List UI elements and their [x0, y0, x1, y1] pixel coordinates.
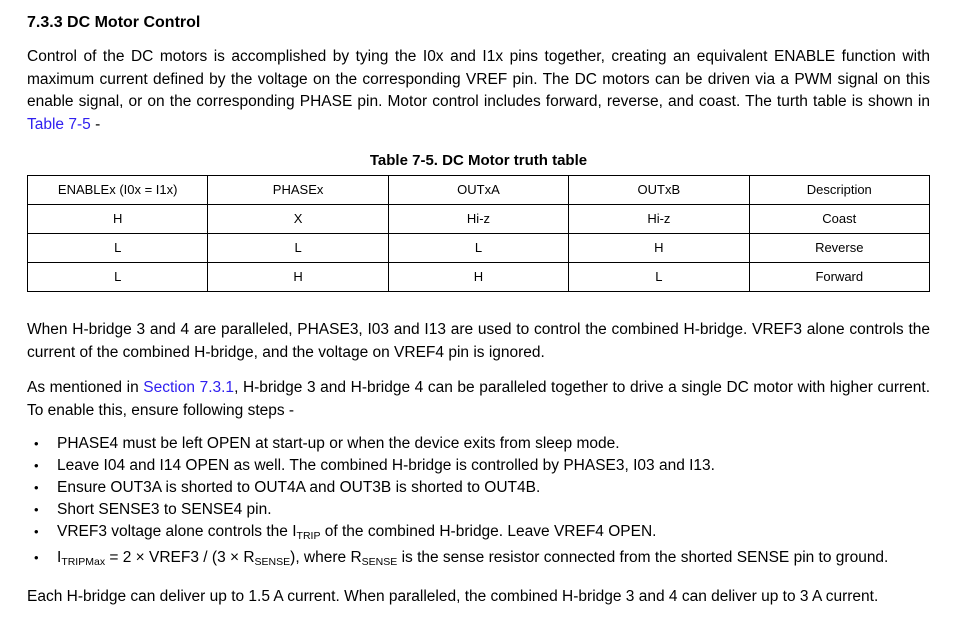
table-7-5-link[interactable]: Table 7-5 — [27, 115, 91, 133]
table-cell: H — [208, 263, 388, 292]
paragraph-text: , H-bridge 3 and H-bridge 4 can be paralleled together to drive a single DC motor with higher current. To enable this, ensure following steps - — [27, 379, 930, 419]
paragraph-text: - — [90, 115, 101, 133]
section-heading: 7.3.3 DC Motor Control — [27, 14, 201, 31]
list-item-text: I — [57, 549, 62, 566]
list-item-text: PHASE4 must be left OPEN at start-up or when the device exits from sleep mode. — [57, 435, 620, 452]
parallel-steps-list — [27, 433, 930, 573]
column-header-description: Description — [749, 176, 929, 205]
section-7-3-1-link[interactable]: Section 7.3.1 — [143, 379, 235, 396]
list-item-text: is the sense resistor connected from the shorted SENSE pin to ground. — [397, 549, 889, 566]
intro-paragraph — [27, 46, 930, 136]
dc-motor-truth-table — [27, 175, 930, 292]
table-cell: Hi-z — [569, 205, 749, 234]
list-item — [27, 521, 930, 547]
table-header-row — [28, 176, 930, 205]
list-item-text: = 2 × VREF3 / (3 × R — [105, 549, 255, 566]
subscript-text: TRIPMax — [61, 556, 106, 568]
column-header-outxb: OUTxB — [569, 176, 749, 205]
list-item-text: Short SENSE3 to SENSE4 pin. — [57, 501, 272, 518]
table-cell: Forward — [749, 263, 929, 292]
list-item — [27, 455, 930, 477]
table-cell: H — [388, 263, 568, 292]
column-header-enablex: ENABLEx (I0x = I1x) — [28, 176, 208, 205]
subscript-text: TRIP — [296, 530, 321, 542]
table-cell: L — [28, 234, 208, 263]
table-cell: L — [28, 263, 208, 292]
list-item-text: of the combined H-bridge. Leave VREF4 OPEN. — [320, 523, 657, 540]
subscript-text: SENSE — [361, 556, 398, 568]
list-item-text: Leave I04 and I14 OPEN as well. The combined H-bridge is controlled by PHASE3, I03 and I13. — [57, 457, 715, 474]
table-cell: H — [28, 205, 208, 234]
table-caption: Table 7-5. DC Motor truth table — [369, 152, 588, 169]
table-row — [28, 263, 930, 292]
list-item — [27, 433, 930, 455]
table-row — [28, 205, 930, 234]
table-cell: Coast — [749, 205, 929, 234]
document-page — [0, 13, 960, 609]
paragraph-text: Control of the DC motors is accomplished by tying the I0x and I1x pins together, creating an equivalent ENABLE function with maximum current defined by the voltage on the corresponding VREF pin. The DC motors can be driven via a PWM signal on this enable signal, or on the corresponding PHASE pin. Motor control includes forward, reverse, and coast. The turth table is shown in — [27, 48, 930, 110]
paragraph-text: As mentioned in — [27, 379, 144, 396]
table-cell: L — [569, 263, 749, 292]
list-item-text: Ensure OUT3A is shorted to OUT4A and OUT3B is shorted to OUT4B. — [57, 479, 541, 496]
list-item — [27, 547, 930, 573]
table-cell: H — [569, 234, 749, 263]
subscript-text: SENSE — [254, 556, 291, 568]
table-cell: Hi-z — [388, 205, 568, 234]
list-item — [27, 499, 930, 521]
table-cell: L — [388, 234, 568, 263]
current-rating-paragraph: Each H-bridge can deliver up to 1.5 A current. When paralleled, the combined H-bridge 3 and 4 can deliver up to 3 A current. — [27, 588, 879, 605]
section-reference-paragraph — [27, 377, 930, 422]
table-cell: X — [208, 205, 388, 234]
column-header-outxa: OUTxA — [388, 176, 568, 205]
list-item-text: ), where R — [290, 549, 362, 566]
table-row — [28, 234, 930, 263]
list-item — [27, 477, 930, 499]
table-cell: L — [208, 234, 388, 263]
column-header-phasex: PHASEx — [208, 176, 388, 205]
table-cell: Reverse — [749, 234, 929, 263]
parallel-mode-paragraph: When H-bridge 3 and 4 are paralleled, PHASE3, I03 and I13 are used to control the combined H-bridge. VREF3 alone controls the current of the combined H-bridge, and the voltage on VREF4 pin is ignored. — [27, 321, 930, 361]
list-item-text: VREF3 voltage alone controls the I — [57, 523, 297, 540]
